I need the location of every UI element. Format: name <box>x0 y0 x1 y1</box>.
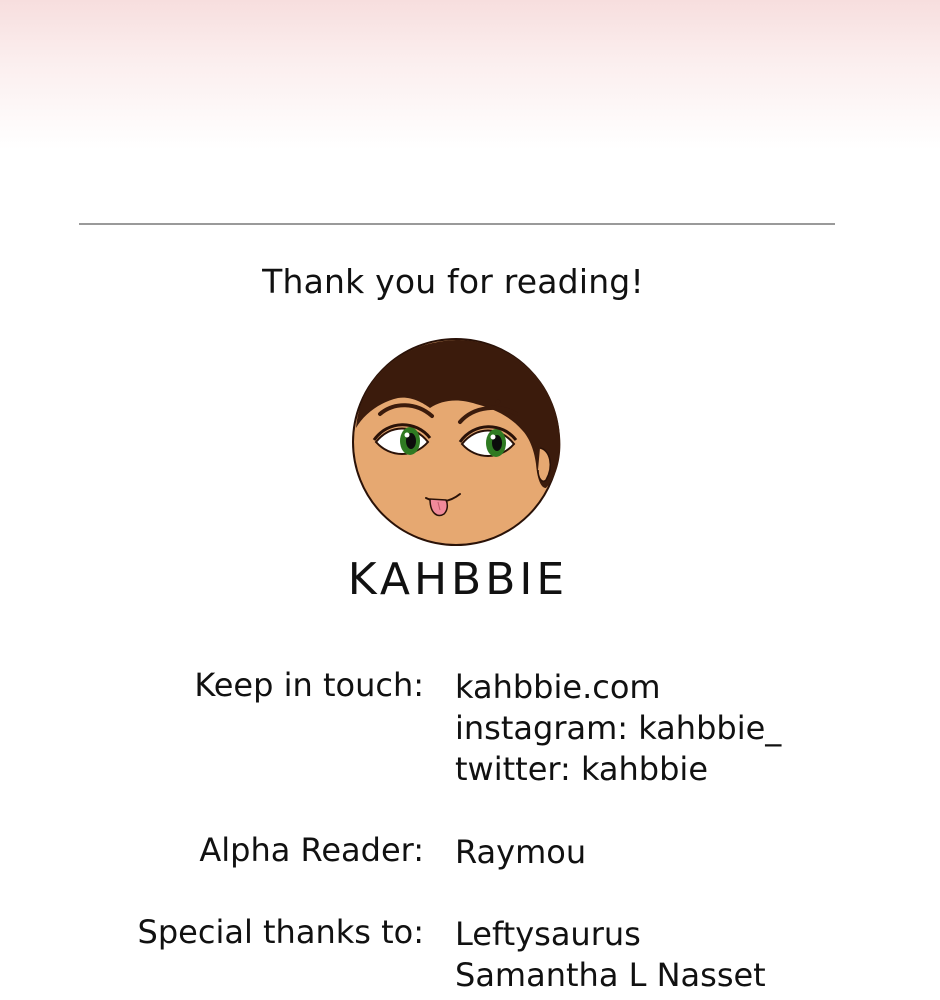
instagram-handle[interactable]: instagram: kahbbie_ <box>455 709 782 747</box>
special-thanks-values <box>455 914 766 996</box>
top-gradient-banner <box>0 0 940 150</box>
alpha-reader-label: Alpha Reader: <box>199 831 424 869</box>
alpha-reader-values <box>455 832 586 873</box>
thanks-name-2: Samantha L Nasset <box>455 956 766 994</box>
keep-in-touch-values <box>455 667 781 790</box>
horizontal-divider <box>79 223 835 225</box>
wordmark-text: KAHBBIE <box>347 554 569 605</box>
keep-in-touch-label: Keep in touch: <box>194 666 424 704</box>
thank-you-heading: Thank you for reading! <box>262 262 644 301</box>
twitter-handle[interactable]: twitter: kahbbie <box>455 750 708 788</box>
thanks-name-1: Leftysaurus <box>455 915 641 953</box>
alpha-reader-name: Raymou <box>455 833 587 871</box>
kahbbie-wordmark <box>332 548 584 608</box>
special-thanks-label: Special thanks to: <box>137 913 424 951</box>
website-link[interactable]: kahbbie.com <box>455 668 661 706</box>
kahbbie-face-logo <box>350 338 566 548</box>
